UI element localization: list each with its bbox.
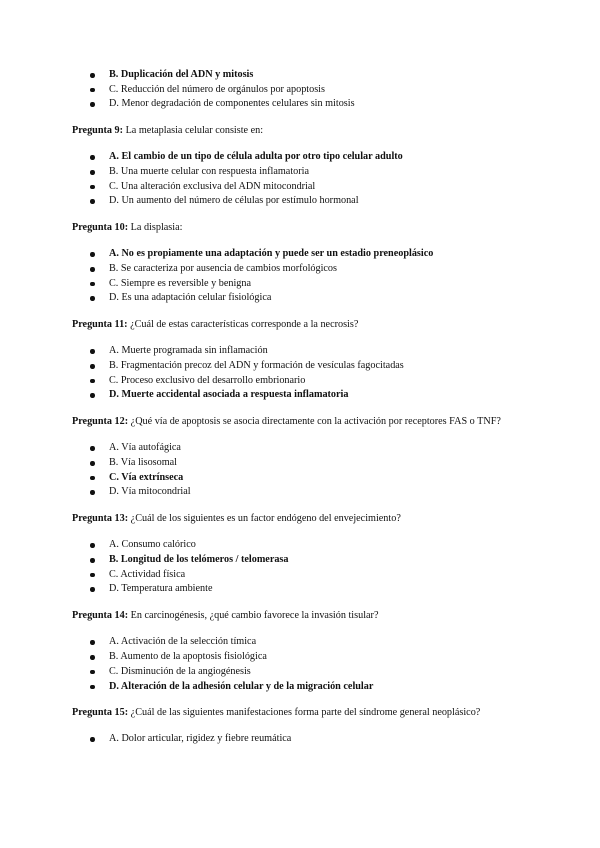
- option-item: B. Fragmentación precoz del ADN y formación de vesículas fagocitadas: [89, 359, 540, 374]
- question-body: ¿Cuál de los siguientes es un factor endógeno del envejecimiento?: [128, 513, 401, 525]
- option-item: B. Vía lisosomal: [89, 456, 540, 471]
- option-item: C. Disminución de la angiogénesis: [89, 665, 540, 680]
- option-item: A. No es propiamente una adaptación y puede ser un estadio preneoplásico: [89, 247, 540, 262]
- option-list: [72, 247, 540, 306]
- question-text: [72, 415, 540, 430]
- question-label: Pregunta 13:: [72, 513, 129, 525]
- option-item: C. Reducción del número de orgánulos por apoptosis: [89, 83, 540, 98]
- question-text: [72, 124, 540, 139]
- option-list: [72, 732, 540, 747]
- option-list: [72, 344, 540, 403]
- question-body: En carcinogénesis, ¿qué cambio favorece la invasión tisular?: [128, 610, 379, 622]
- question-block: [72, 706, 540, 747]
- question-label: Pregunta 14:: [72, 610, 129, 622]
- question-body: ¿Qué vía de apoptosis se asocia directamente con la activación por receptores FAS o TNF?: [128, 416, 501, 428]
- option-item: D. Alteración de la adhesión celular y de la migración celular: [89, 680, 540, 695]
- question-text: [72, 609, 540, 624]
- option-item: A. Activación de la selección tímica: [89, 635, 540, 650]
- option-item: A. Consumo calórico: [89, 538, 540, 553]
- question-block: [72, 318, 540, 403]
- option-item: B. Una muerte celular con respuesta inflamatoria: [89, 165, 540, 180]
- option-item: D. Menor degradación de componentes celulares sin mitosis: [89, 97, 540, 112]
- option-item: C. Una alteración exclusiva del ADN mitocondrial: [89, 180, 540, 195]
- option-item: B. Se caracteriza por ausencia de cambios morfológicos: [89, 262, 540, 277]
- question-body: ¿Cuál de estas características corresponde a la necrosis?: [127, 319, 359, 331]
- question-text: [72, 318, 540, 333]
- question-text: [72, 706, 540, 721]
- question-body: La displasia:: [128, 222, 183, 234]
- option-item: A. Muerte programada sin inflamación: [89, 344, 540, 359]
- question-text: [72, 221, 540, 236]
- question-block: [72, 124, 540, 209]
- question-block: [72, 415, 540, 500]
- option-item: B. Aumento de la apoptosis fisiológica: [89, 650, 540, 665]
- option-item: A. Dolor articular, rigidez y fiebre reumática: [89, 732, 540, 747]
- question-label: Pregunta 15:: [72, 707, 129, 719]
- question-label: Pregunta 12:: [72, 416, 129, 428]
- option-item: B. Longitud de los telómeros / telomerasa: [89, 553, 540, 568]
- question-block: [72, 221, 540, 306]
- option-item: C. Actividad física: [89, 568, 540, 583]
- option-list: [72, 538, 540, 597]
- option-item: D. Es una adaptación celular fisiológica: [89, 291, 540, 306]
- option-item: D. Muerte accidental asociada a respuesta inflamatoria: [89, 388, 540, 403]
- question-text: [72, 512, 540, 527]
- option-list: [72, 635, 540, 694]
- question-block: [72, 609, 540, 694]
- option-item: D. Un aumento del número de células por estímulo hormonal: [89, 194, 540, 209]
- option-list: [72, 68, 540, 112]
- question-block: [72, 512, 540, 597]
- option-list: [72, 150, 540, 209]
- option-item: C. Siempre es reversible y benigna: [89, 277, 540, 292]
- option-item: A. El cambio de un tipo de célula adulta por otro tipo celular adulto: [89, 150, 540, 165]
- option-item: B. Duplicación del ADN y mitosis: [89, 68, 540, 83]
- question-body: La metaplasia celular consiste en:: [123, 125, 264, 137]
- option-item: A. Vía autofágica: [89, 441, 540, 456]
- option-item: C. Proceso exclusivo del desarrollo embrionario: [89, 374, 540, 389]
- option-item: D. Vía mitocondrial: [89, 485, 540, 500]
- question-label: Pregunta 10:: [72, 222, 129, 234]
- question-body: ¿Cuál de las siguientes manifestaciones forma parte del síndrome general neoplásico?: [128, 707, 481, 719]
- option-list: [72, 441, 540, 500]
- question-label: Pregunta 9:: [72, 125, 124, 137]
- option-item: D. Temperatura ambiente: [89, 582, 540, 597]
- question-label: Pregunta 11:: [72, 319, 128, 331]
- option-item: C. Vía extrínseca: [89, 471, 540, 486]
